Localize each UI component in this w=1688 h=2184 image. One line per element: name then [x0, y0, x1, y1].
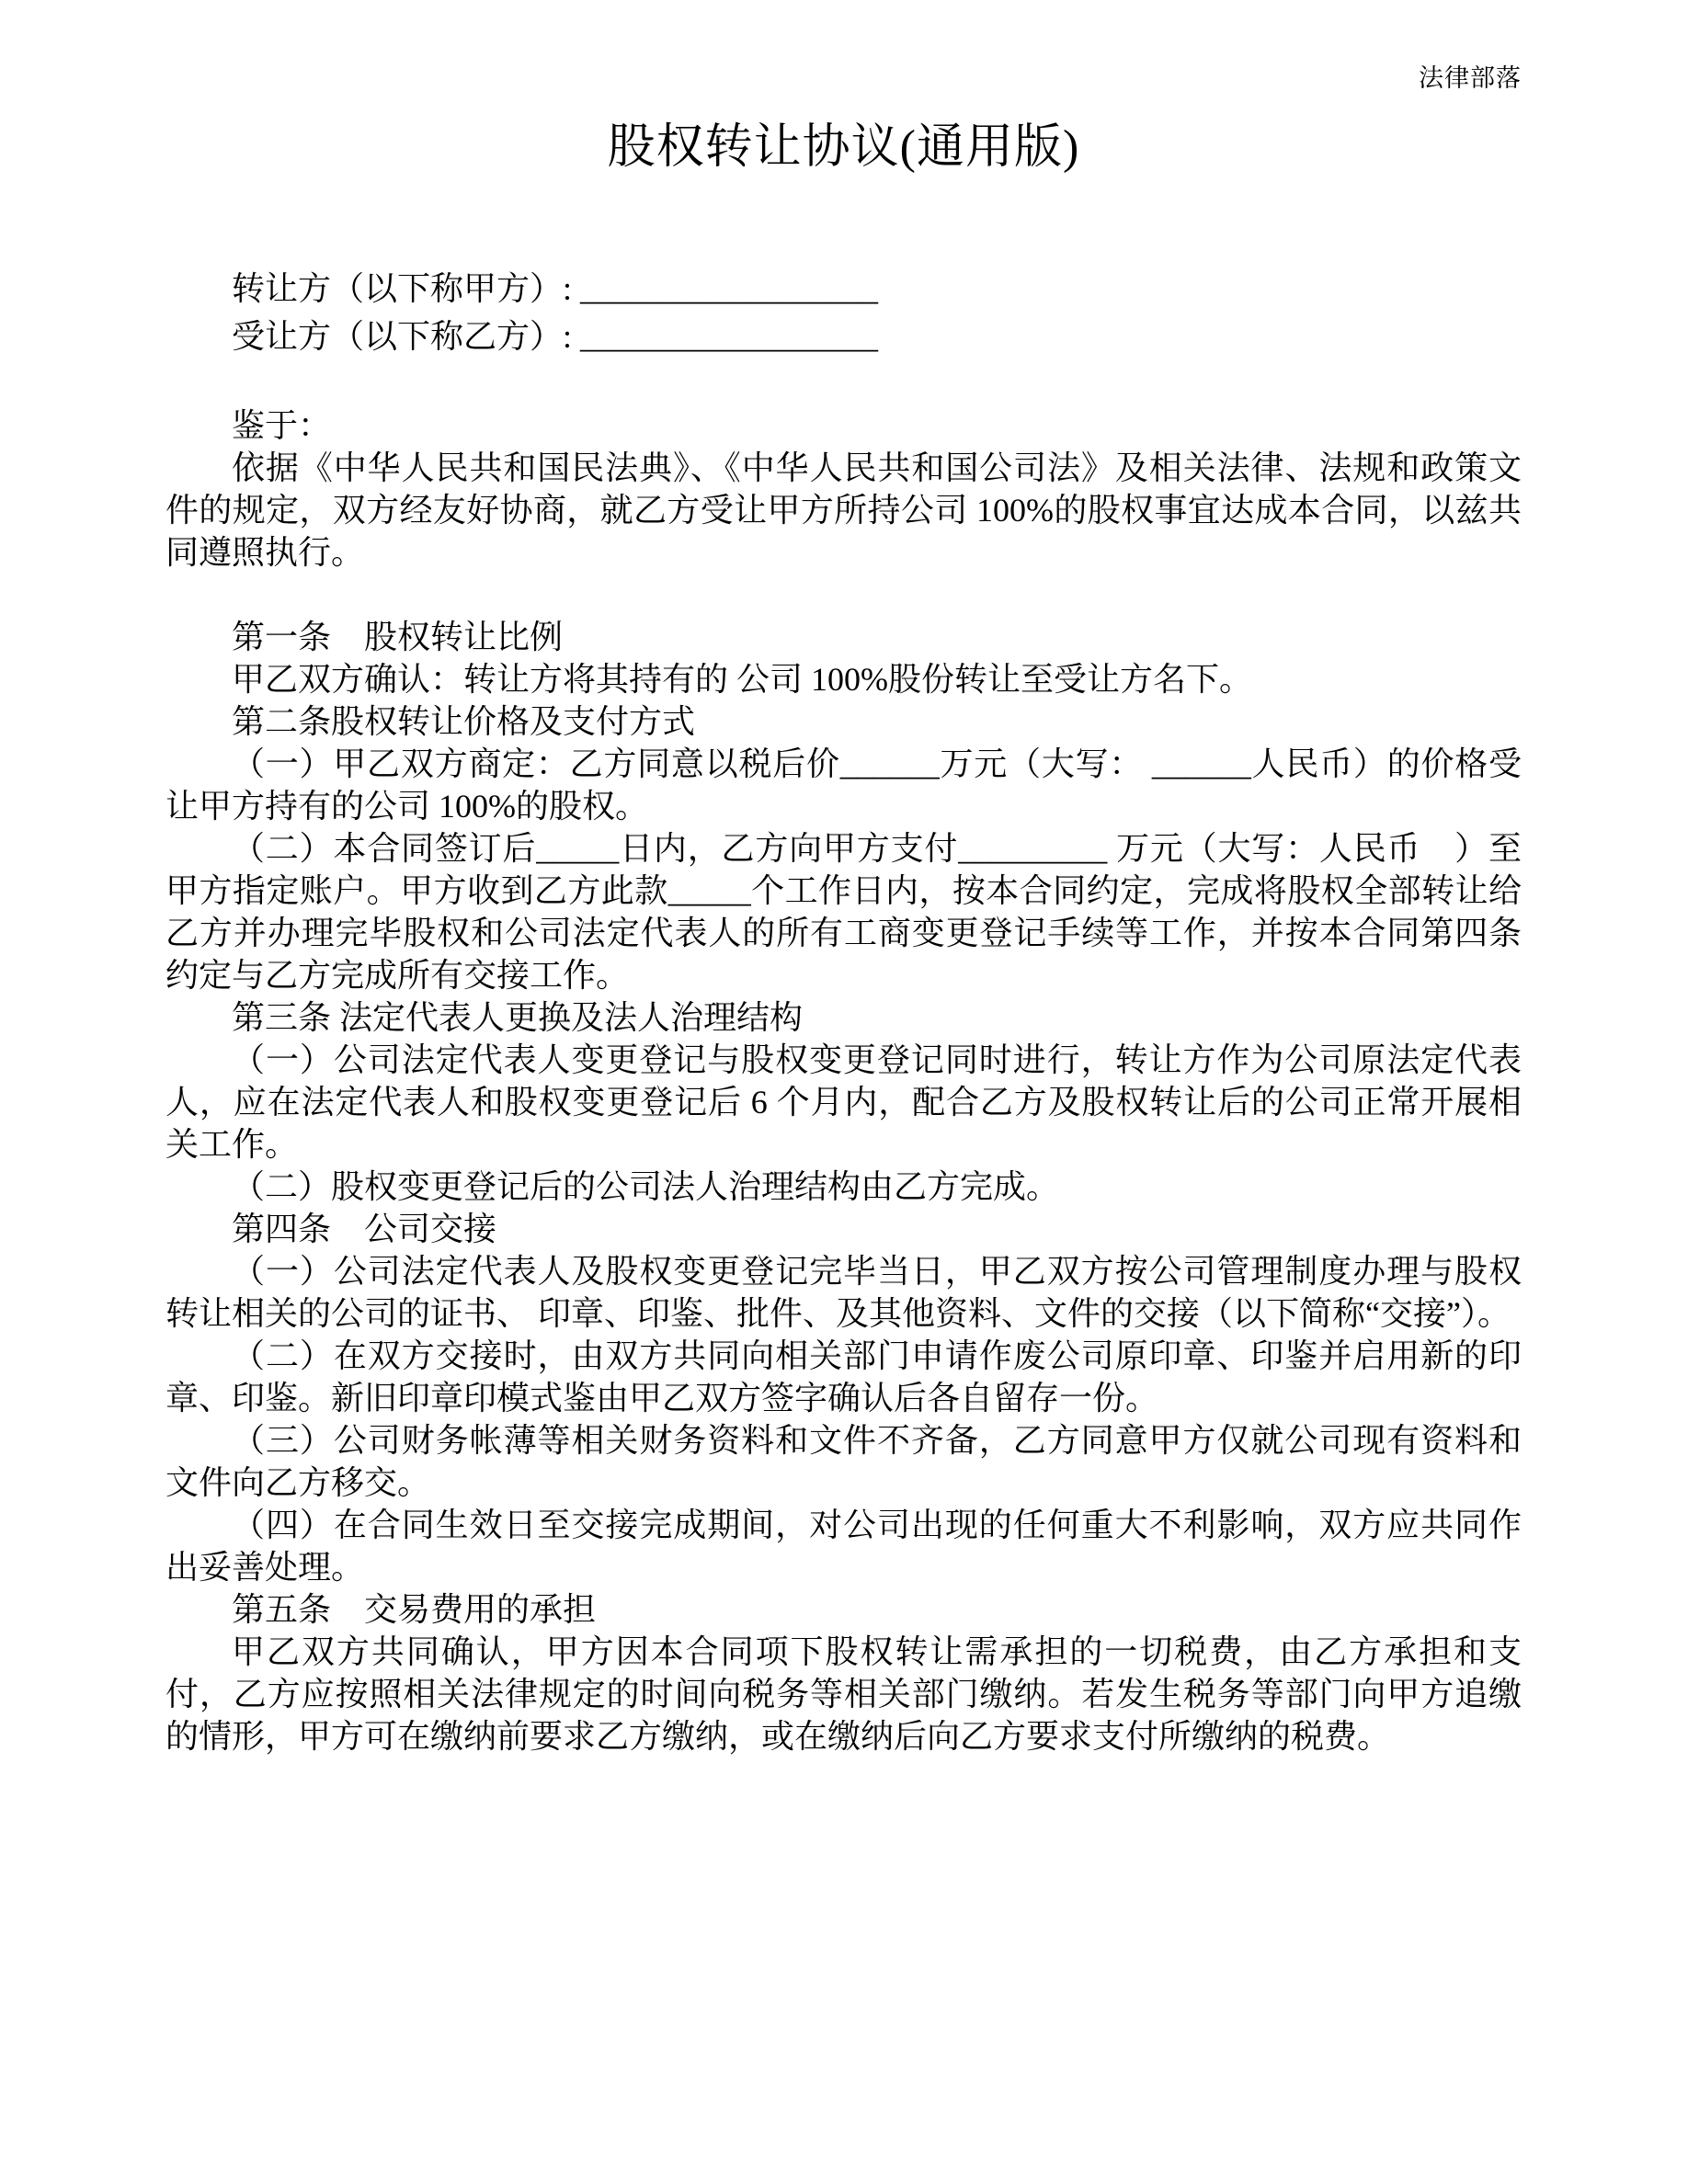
- article-2-heading: 第二条股权转让价格及支付方式: [232, 703, 696, 740]
- article-2-clause-1: （一）甲乙双方商定：乙方同意以税后价______万元（大写： ______人民币）的价格受让甲方持有的公司 100%的股权。: [165, 745, 1522, 825]
- recital-paragraph: 依据《中华人民共和国民法典》、《中华人民共和国公司法》及相关法律、法规和政策文件的规定，双方经友好协商，就乙方受让甲方所持公司 100%的股权事宜达成本合同，以兹共同遵照执行。: [165, 449, 1522, 571]
- party-line-transferee: [165, 313, 1522, 360]
- article-5-clause: 甲乙双方共同确认，甲方因本合同项下股权转让需承担的一切税费，由乙方承担和支付，乙方应按照相关法律规定的时间向税务等相关部门缴纳。若发生税务等部门向甲方追缴的情形，甲方可在缴纳前要求乙方缴纳，或在缴纳后向乙方要求支付所缴纳的税费。: [165, 1633, 1522, 1755]
- article-1-clause: 甲乙双方确认：转让方将其持有的 公司 100%股份转让至受让方名下。: [232, 661, 1252, 698]
- recital-heading: 鉴于：: [232, 407, 332, 444]
- document-body: [165, 404, 1522, 1757]
- brand-label: 法律部落: [1419, 64, 1522, 92]
- party-line-transferor: [165, 265, 1522, 313]
- article-3-clause-2: （二）股权变更登记后的公司法人治理结构由乙方完成。: [232, 1168, 1060, 1205]
- document-title: 股权转让协议(通用版): [607, 121, 1080, 174]
- article-1-heading: 第一条 股权转让比例: [232, 619, 564, 655]
- parties-section: [165, 265, 1522, 360]
- article-4-clause-3: （三）公司财务帐薄等相关财务资料和文件不齐备，乙方同意甲方仅就公司现有资料和文件向乙方移交。: [165, 1422, 1522, 1501]
- article-3-heading: 第三条 法定代表人更换及法人治理结构: [232, 999, 804, 1036]
- article-4-clause-1: （一）公司法定代表人及股权变更登记完毕当日，甲乙双方按公司管理制度办理与股权转让相关的公司的证书、 印章、印鉴、批件、及其他资料、文件的交接（以下简称“交接”）。: [165, 1253, 1522, 1332]
- article-4-clause-2: （二）在双方交接时，由双方共同向相关部门申请作废公司原印章、印鉴并启用新的印章、印鉴。新旧印章印模式鉴由甲乙双方签字确认后各自留存一份。: [165, 1337, 1522, 1416]
- article-3-clause-1: （一）公司法定代表人变更登记与股权变更登记同时进行，转让方作为公司原法定代表人，应在法定代表人和股权变更登记后 6 个月内，配合乙方及股权转让后的公司正常开展相关工作。: [165, 1041, 1522, 1163]
- party-blank-field: __________________: [580, 270, 879, 307]
- party-label: 受让方（以下称乙方）:: [232, 318, 581, 355]
- party-blank-field: __________________: [580, 318, 879, 355]
- party-label: 转让方（以下称甲方）:: [232, 270, 581, 307]
- article-2-clause-2: （二）本合同签订后_____日内，乙方向甲方支付_________ 万元（大写：人民币 ）至甲方指定账户。甲方收到乙方此款_____个工作日内，按本合同约定，完成将股权全部转让给乙方并办理完毕股权和公司法定代表人的所有工商变更登记手续等工作，并按本合同第四条约定与乙方完成所有交接工作。: [165, 830, 1522, 994]
- article-4-heading: 第四条 公司交接: [232, 1211, 497, 1247]
- article-4-clause-4: （四）在合同生效日至交接完成期间，对公司出现的任何重大不利影响，双方应共同作出妥善处理。: [165, 1507, 1522, 1586]
- article-5-heading: 第五条 交易费用的承担: [232, 1591, 597, 1628]
